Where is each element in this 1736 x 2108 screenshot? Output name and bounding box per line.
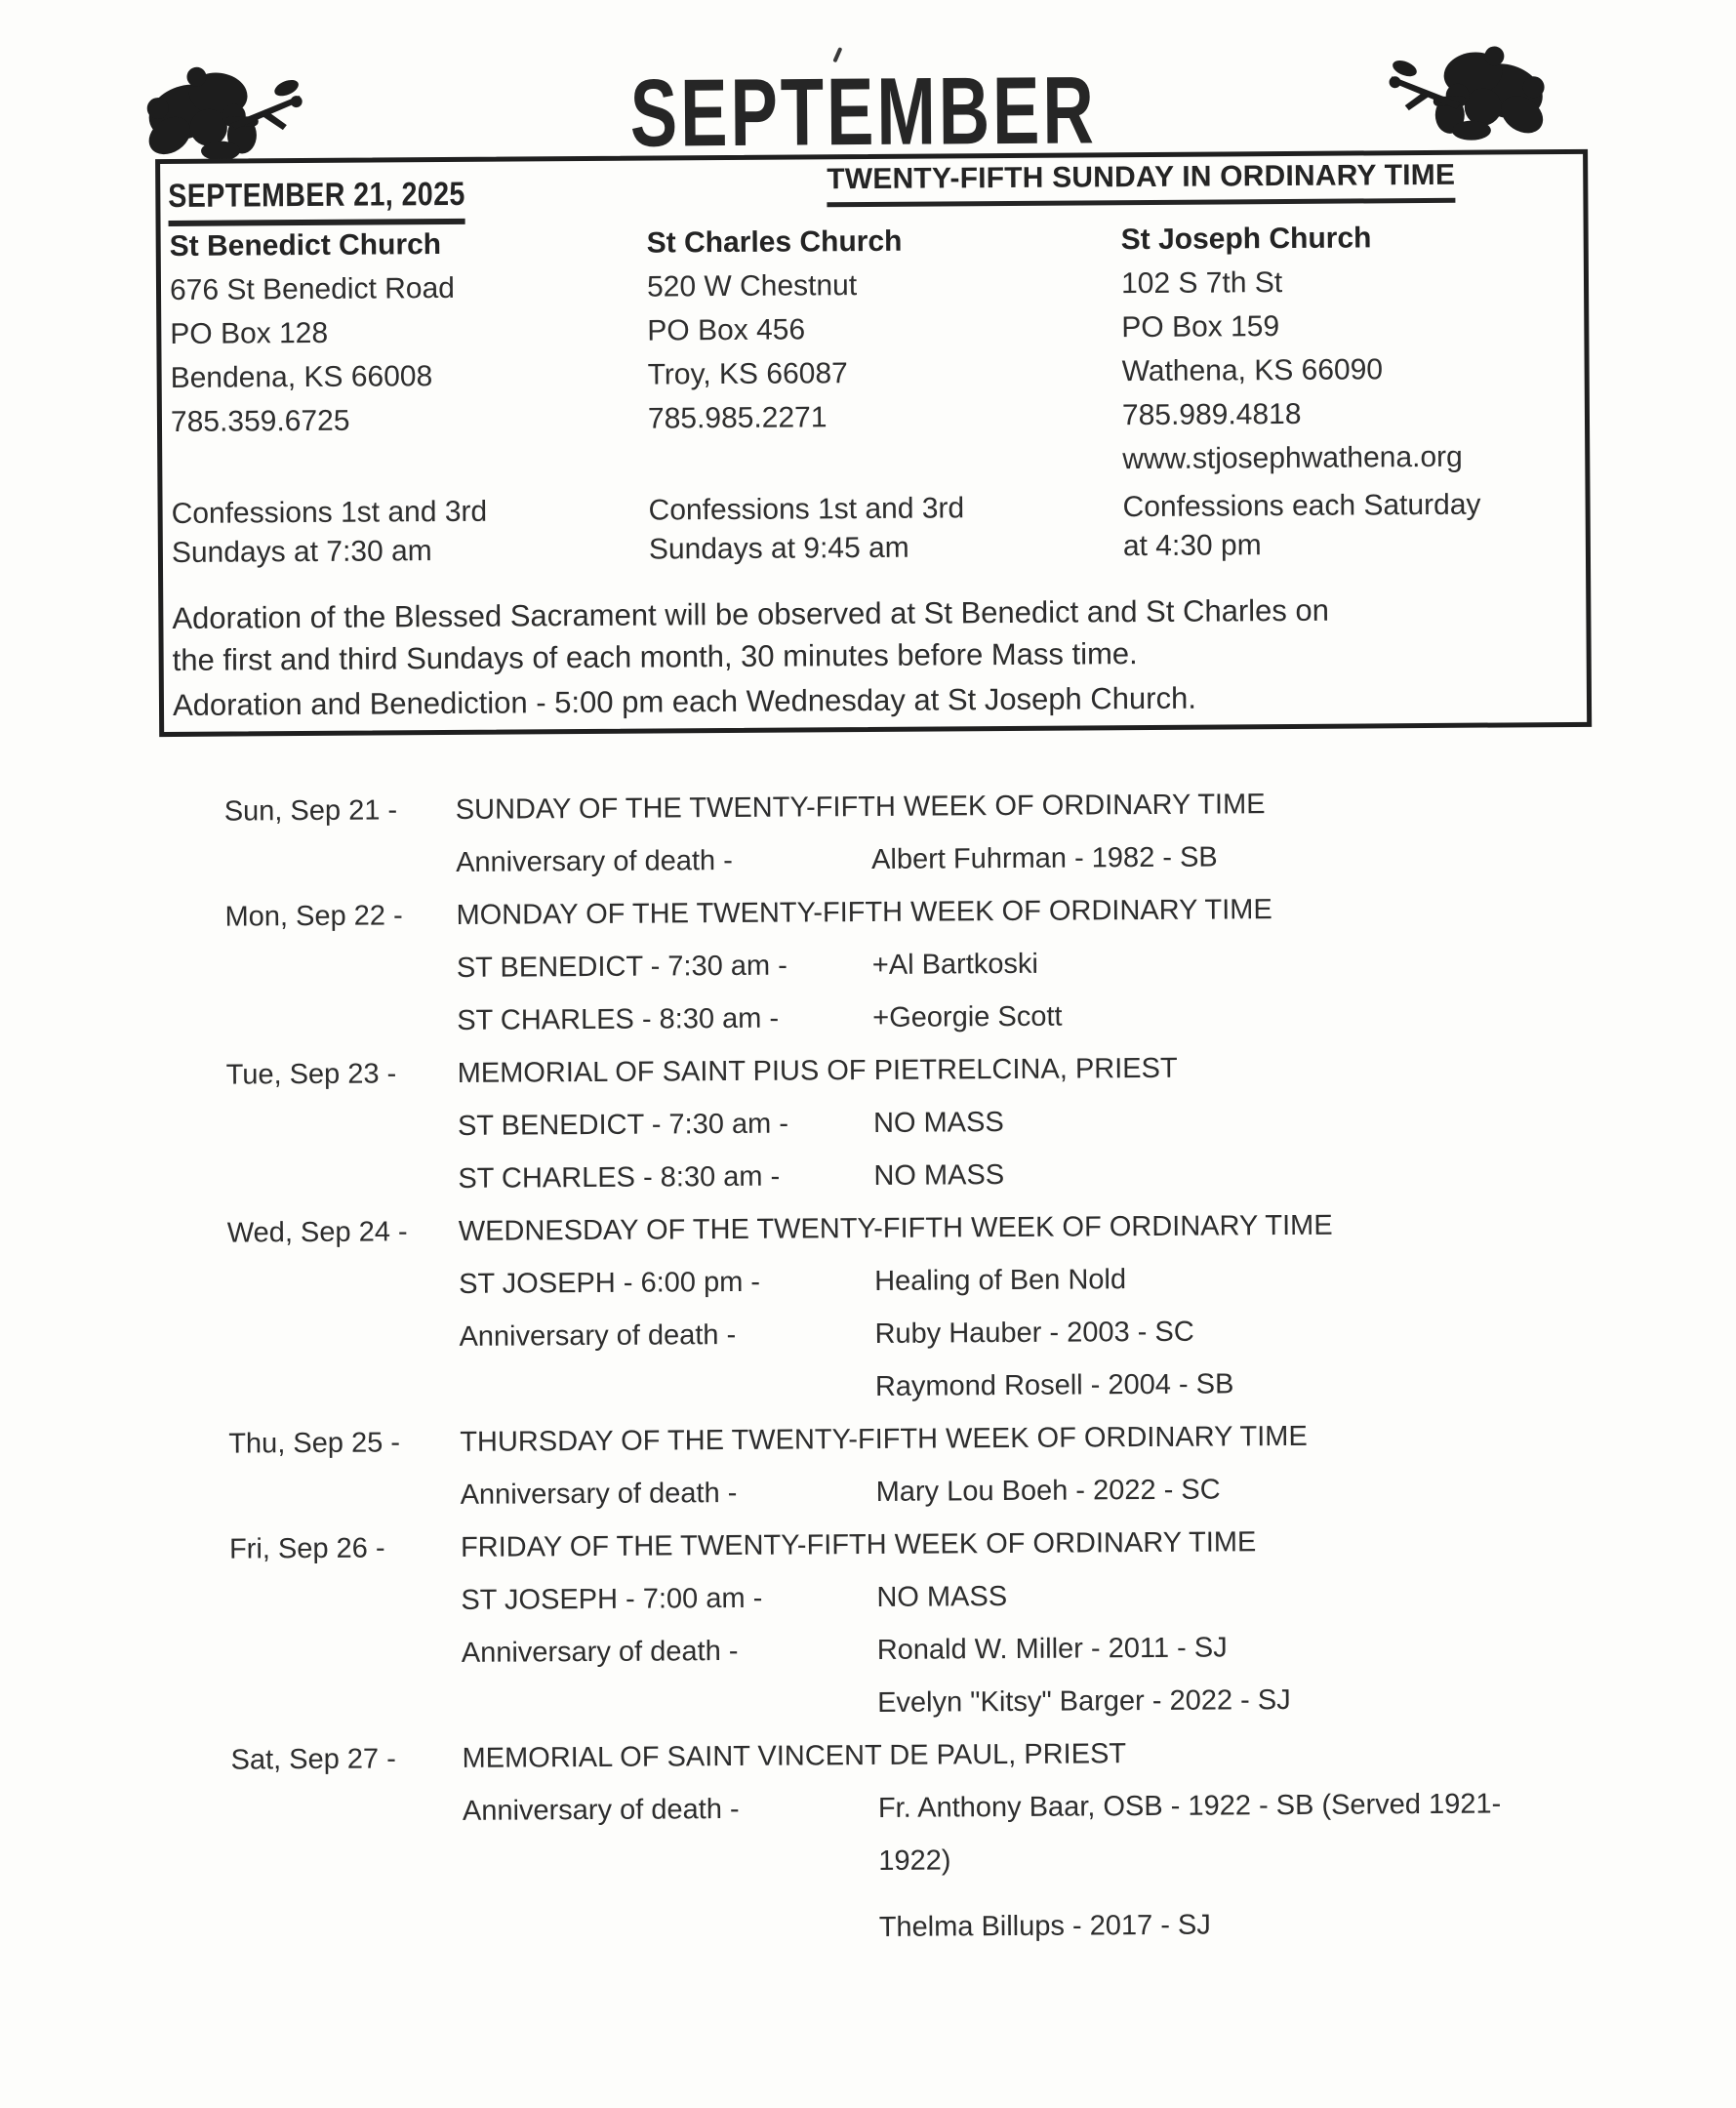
- schedule-day: [226, 1153, 458, 1207]
- church-column-st-benedict: [170, 222, 630, 573]
- church-address-line: PO Box 128: [170, 316, 329, 350]
- schedule-day: [232, 1904, 464, 1959]
- church-phone: 785.985.2271: [647, 401, 828, 435]
- schedule-day: Sat, Sep 27 -: [230, 1743, 396, 1776]
- confessions-note: [171, 492, 630, 573]
- schedule-value: NO MASS: [872, 1107, 1004, 1139]
- schedule-row: [225, 1039, 1611, 1102]
- schedule-desc: [462, 1677, 877, 1732]
- schedule-day: [225, 942, 457, 996]
- schedule-desc: ST JOSEPH - 6:00 pm -: [459, 1266, 761, 1300]
- schedule-title: WEDNESDAY OF THE TWENTY-FIFTH WEEK OF ORDINARY TIME: [458, 1209, 1333, 1247]
- schedule-desc: [464, 1901, 879, 1957]
- schedule-row: [231, 1777, 1618, 1892]
- church-phone: 785.989.4818: [1121, 397, 1302, 432]
- schedule-desc: Anniversary of death -: [462, 1793, 740, 1827]
- schedule-row: [230, 1672, 1616, 1734]
- schedule-title: THURSDAY OF THE TWENTY-FIFTH WEEK OF ORDINARY TIME: [460, 1420, 1308, 1458]
- schedule-day: [230, 1627, 462, 1682]
- schedule-value: +Georgie Scott: [872, 1000, 1063, 1034]
- adoration-line: the first and third Sundays of each month, 30 minutes before Mass time.: [172, 636, 1138, 677]
- church-website: [171, 441, 629, 488]
- schedule-value: Evelyn "Kitsy" Barger - 2022 - SJ: [877, 1683, 1291, 1719]
- schedule-desc: ST BENEDICT - 7:30 am -: [456, 950, 787, 984]
- schedule-day: Wed, Sep 24 -: [226, 1216, 408, 1249]
- schedule-day: Mon, Sep 22 -: [224, 900, 403, 933]
- schedule-day: Thu, Sep 25 -: [228, 1427, 401, 1460]
- confessions-line: Sundays at 9:45 am: [648, 531, 909, 566]
- confessions-line: Confessions 1st and 3rd: [648, 492, 965, 527]
- schedule-day: [225, 994, 457, 1049]
- schedule-row: [224, 829, 1610, 891]
- schedule-value: Fr. Anthony Baar, OSB - 1922 - SB (Served 1921-1922): [877, 1788, 1502, 1877]
- confessions-line: at 4:30 pm: [1122, 529, 1262, 563]
- schedule-day: Sun, Sep 21 -: [223, 794, 398, 828]
- church-address-line: PO Box 159: [1121, 310, 1280, 345]
- schedule-row: [228, 1461, 1614, 1523]
- schedule-title: FRIDAY OF THE TWENTY-FIFTH WEEK OF ORDINARY TIME: [460, 1526, 1257, 1563]
- schedule-row: [226, 1145, 1612, 1207]
- schedule-row: [227, 1250, 1613, 1313]
- church-column-st-joseph: [1121, 215, 1582, 566]
- oak-leaf-decoration-right: [1384, 40, 1553, 148]
- church-website: [648, 437, 1107, 484]
- schedule-desc: ST CHARLES - 8:30 am -: [457, 1002, 780, 1036]
- schedule-row: [226, 1092, 1612, 1155]
- schedule-value: Mary Lou Boeh - 2022 - SC: [875, 1474, 1221, 1508]
- schedule-title: MEMORIAL OF SAINT VINCENT DE PAUL, PRIEST: [462, 1738, 1127, 1774]
- schedule-row: [232, 1896, 1618, 1959]
- schedule-row: [230, 1724, 1616, 1787]
- schedule-row: [225, 934, 1611, 996]
- church-name: St Joseph Church: [1120, 222, 1372, 257]
- church-website: www.stjosephwathena.org: [1122, 440, 1463, 476]
- schedule-title: MONDAY OF THE TWENTY-FIFTH WEEK OF ORDINARY TIME: [456, 894, 1272, 931]
- schedule-value: Healing of Ben Nold: [874, 1264, 1127, 1297]
- church-address-line: 102 S 7th St: [1120, 266, 1283, 301]
- schedule-desc: Anniversary of death -: [456, 844, 733, 878]
- schedule-title: SUNDAY OF THE TWENTY-FIFTH WEEK OF ORDINARY TIME: [455, 789, 1266, 826]
- schedule-day: [231, 1785, 464, 1892]
- schedule-row: [229, 1566, 1615, 1629]
- schedule-row: [224, 776, 1610, 838]
- church-city-line: Bendena, KS 66008: [170, 360, 433, 394]
- adoration-line: Adoration of the Blessed Sacrament will be observed at St Benedict and St Charles on: [172, 592, 1330, 635]
- schedule-row: [224, 881, 1610, 944]
- schedule-row: [230, 1619, 1616, 1682]
- date-heading: SEPTEMBER 21, 2025: [168, 176, 465, 226]
- month-title: SEPTEMBER: [628, 56, 1097, 167]
- schedule-day: [226, 1100, 458, 1155]
- schedule-title: MEMORIAL OF SAINT PIUS OF PIETRELCINA, PRIEST: [457, 1052, 1178, 1089]
- schedule-desc: [460, 1360, 875, 1416]
- schedule-row: [229, 1514, 1615, 1576]
- schedule-desc: ST BENEDICT - 7:30 am -: [457, 1108, 789, 1142]
- schedule-row: [228, 1356, 1614, 1418]
- schedule-desc: ST JOSEPH - 7:00 am -: [461, 1582, 763, 1616]
- schedule-day: [229, 1574, 461, 1629]
- church-column-st-charles: [647, 218, 1108, 569]
- church-address-line: 676 St Benedict Road: [169, 271, 456, 306]
- confessions-line: Confessions 1st and 3rd: [171, 495, 488, 530]
- church-name: St Charles Church: [646, 224, 903, 260]
- schedule-value: Ruby Hauber - 2003 - SC: [874, 1316, 1194, 1350]
- schedule-value: NO MASS: [876, 1581, 1008, 1613]
- schedule-desc: Anniversary of death -: [460, 1477, 738, 1511]
- schedule-day: [228, 1469, 460, 1523]
- confessions-note: [1122, 485, 1582, 566]
- schedule-value: Thelma Billups - 2017 - SJ: [878, 1909, 1211, 1943]
- parish-info-box: [155, 149, 1592, 737]
- church-address-line: PO Box 456: [647, 313, 806, 347]
- schedule-value: +Al Bartkoski: [871, 948, 1039, 981]
- schedule-day: [228, 1363, 460, 1418]
- schedule-day: [224, 836, 456, 891]
- confessions-line: Confessions each Saturday: [1122, 488, 1481, 524]
- church-address-line: 520 W Chestnut: [646, 269, 858, 304]
- church-city-line: Troy, KS 66087: [647, 357, 848, 391]
- schedule-row: [227, 1303, 1613, 1365]
- schedule-value: NO MASS: [873, 1159, 1005, 1192]
- adoration-benediction-line: Adoration and Benediction - 5:00 pm each Wednesday at St Joseph Church.: [172, 680, 1197, 722]
- schedule-day: Tue, Sep 23 -: [225, 1058, 397, 1091]
- confessions-note: [648, 488, 1108, 569]
- confessions-line: Sundays at 7:30 am: [171, 535, 432, 569]
- schedule-day: Fri, Sep 26 -: [228, 1532, 385, 1565]
- schedule-value: Ronald W. Miller - 2011 - SJ: [876, 1632, 1228, 1666]
- schedule-desc: ST CHARLES - 8:30 am -: [458, 1160, 781, 1195]
- schedule-value: Albert Fuhrman - 1982 - SB: [871, 841, 1218, 875]
- oak-leaf-decoration-left: [139, 61, 307, 169]
- liturgical-sunday-heading: TWENTY-FIFTH SUNDAY IN ORDINARY TIME: [827, 159, 1455, 207]
- schedule-day: [227, 1311, 459, 1365]
- schedule-desc: Anniversary of death -: [459, 1318, 737, 1353]
- schedule-day: [227, 1258, 459, 1313]
- church-phone: 785.359.6725: [170, 404, 350, 438]
- schedule-row: [225, 987, 1611, 1049]
- church-name: St Benedict Church: [169, 228, 442, 263]
- schedule-row: [227, 1197, 1613, 1260]
- adoration-notice: [172, 588, 1558, 726]
- schedule-day: [230, 1680, 462, 1734]
- church-city-line: Wathena, KS 66090: [1121, 353, 1384, 388]
- mass-schedule: [224, 776, 1618, 1959]
- schedule-desc: Anniversary of death -: [461, 1635, 739, 1669]
- schedule-value: Raymond Rosell - 2004 - SB: [874, 1368, 1234, 1402]
- schedule-row: [228, 1408, 1614, 1471]
